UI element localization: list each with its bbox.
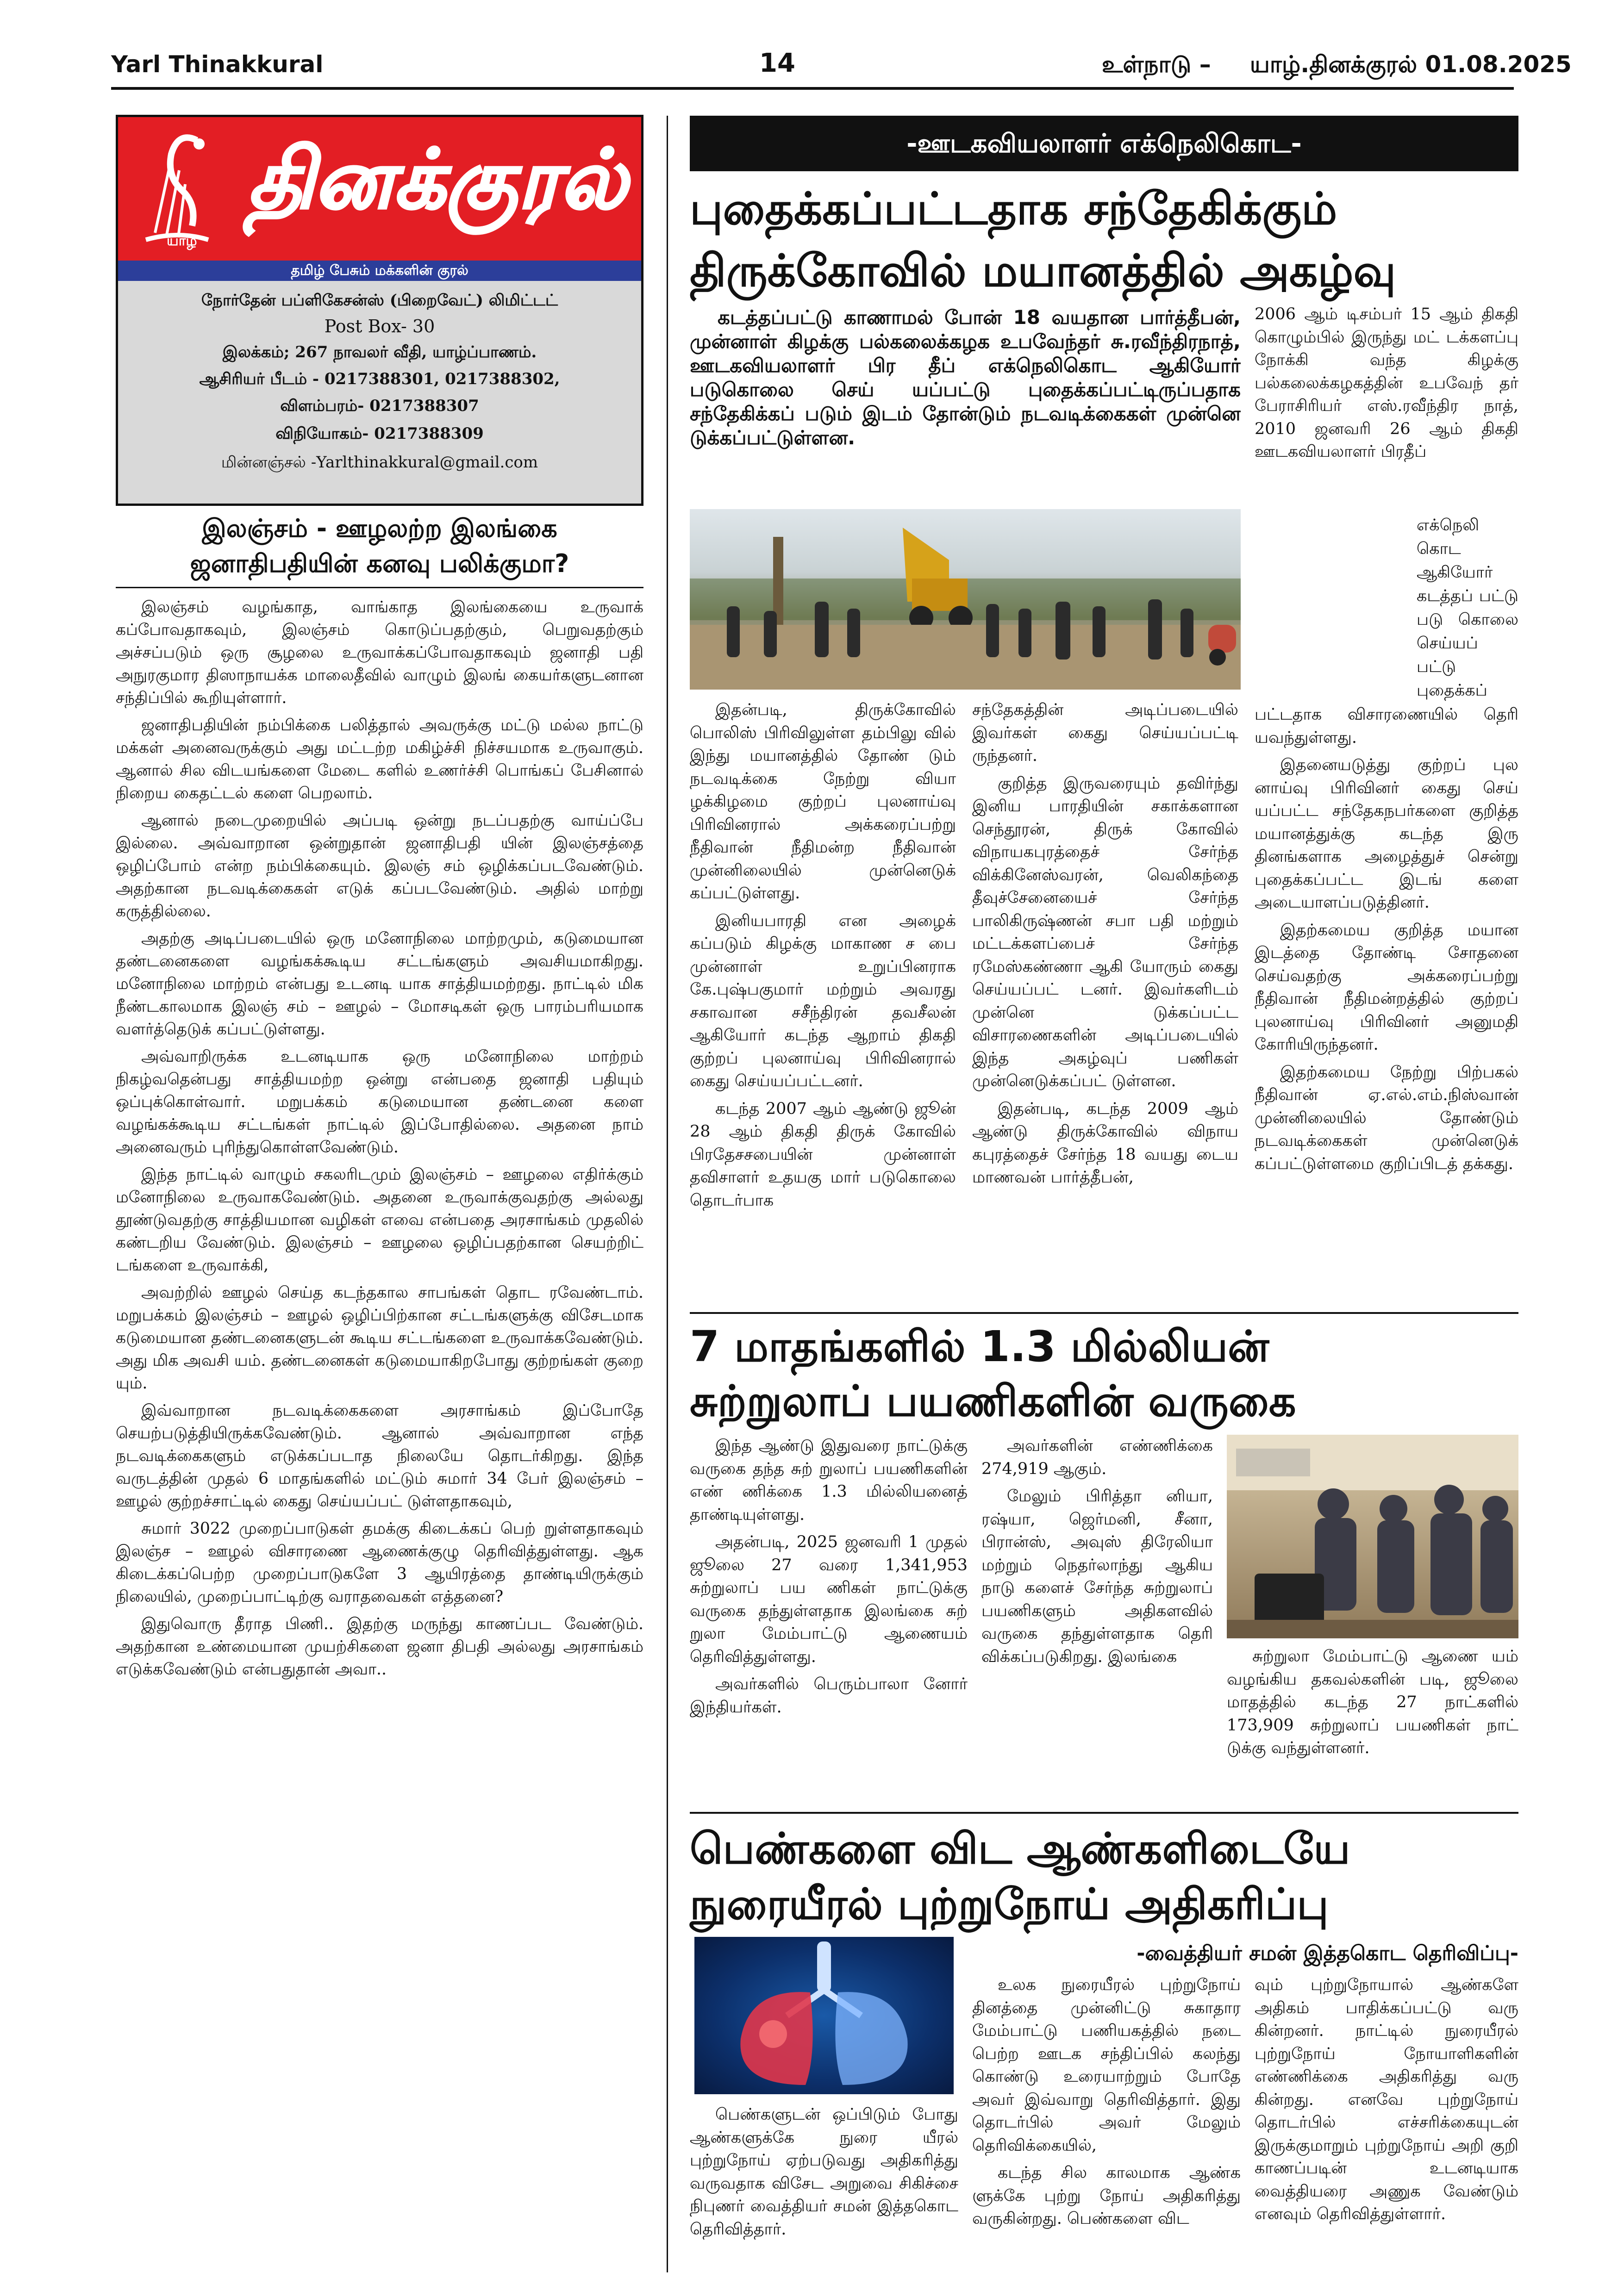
story1-paragraph: குறித்த இருவரையும் தவிர்ந்து இனிய பாரதியின் சகாக்களான செந்தூரன், திருக் கோவில் விநாயகபுரத்தைச் சேர்ந்த விக்கினேஸ்வரன், வெலிகந்தை தீவுச்சேனையைச் சேர்ந்த பாலிகிருஷ்ணன் சபா பதி மற்றும் மட்டக்களப்பைச் சேர்ந்த ரமேஸ்கண்ணா ஆகி யோரும் கைது செய்யப்பட் டனர். இவர்களிடம் முன்னெ டுக்கப்பட்ட விசாரணைகளின் அடிப்படையில் இந்த அகழ்வுப் பணிகள் முன்னெடுக்கப்பட் டுள்ளன. bbox=[972, 774, 1238, 1090]
post-box: Post Box- 30 bbox=[324, 316, 435, 336]
editorial-paragraph: இவ்வாறான நடவடிக்கைகளை அரசாங்கம் இப்போதே செயற்படுத்தியிருக்கவேண்டும். ஆனால் அவ்வாறான எந்த நடவடிக்கைகளும் எடுக்கப்படாத நிலையே தொடர்கிறது. இந்த வருடத்தின் முதல் 6 மாதங்களில் மட்டும் சுமார் 34 பேர் இலஞ்சம் – ஊழல் குற்றச்சாட்டில் கைது செய்யப்பட் டுள்ளதாகவும், bbox=[116, 1401, 643, 1511]
story1-paragraph: இதன்படி, கடந்த 2009 ஆம் ஆண்டு திருக்கோவில் விநாய கபுரத்தைச் சேர்ந்த 18 வயது டைய மாணவன் பார்த்தீபன், bbox=[972, 1099, 1238, 1187]
story2-col3: சுற்றுலா மேம்பாட்டு ஆணை யம் வழங்கிய தகவல்களின் படி, ஜூலை மாதத்தில் கடந்த 27 நாட்களில் 173,909 சுற்றுலாப் பயணிகள் நாட் டுக்கு வந்துள்ளனர். bbox=[1227, 1647, 1518, 1757]
tourists-scene-icon bbox=[1227, 1435, 1518, 1638]
story1-paragraph: பட்டதாக விசாரணையில் தெரி யவந்துள்ளது. bbox=[1255, 705, 1518, 747]
story1-paragraph: இதற்கமைய நேற்று பிற்பகல் நீதிவான் ஏ.எல்.எம்.நிஸ்வான் முன்னிலையில் தோண்டும் நடவடிக்கைகள் முன்னெடுக் கப்பட்டுள்ளமை குறிப்பிடத் தக்கது. bbox=[1255, 1063, 1518, 1173]
logo-sub: யாழ் bbox=[167, 233, 197, 249]
advertising-phone: விளம்பரம்- 0217388307 bbox=[280, 397, 479, 415]
story2-paragraph: மேலும் பிரித்தா னியா, ரஷ்யா, ஜெர்மனி, சீனா, பிரான்ஸ், அவுஸ் திரேலியா மற்றும் நெதர்லாந்து ஆகிய நாடு களைச் சேர்ந்த சுற்றுலாப் பயணிகளும் அதிகளவில் வருகை தந்துள்ளதாக தெரி விக்கப்படுகிறது. இலங்கை bbox=[981, 1487, 1213, 1666]
section-label: உள்நாடு – bbox=[1102, 51, 1211, 78]
story1-lead: கடத்தப்பட்டு காணாமல் போன் 18 வயதான பார்த்தீபன், முன்னாள் கிழக்கு பல்கலைக்கழக உபவேந்தர் சு.ரவீந்திரநாத், ஊடகவியலாளர் பிர தீப் எக்நெலிகொட ஆகியோர் படுகொலை செய் யப்பட்டு புதைக்கப்பட்டிருப்பதாக சந்தேகிக்கப் படும் இடம் தோன்டும் நடவடிக்கைகள் முன்னெ டுக்கப்பட்டுள்ளன. bbox=[690, 306, 1241, 449]
story2-headline-2: சுற்றுலாப் பயணிகளின் வருகை bbox=[690, 1376, 1296, 1426]
paper-name: Yarl Thinakkural bbox=[111, 51, 324, 78]
story1-paragraph: சந்தேகத்தின் அடிப்படையில் இவர்கள் கைது செய்யப்பட்டி ருந்தனர். bbox=[972, 701, 1238, 765]
publisher-name: நோர்தேன் பப்ளிகேசன்ஸ் (பிறைவேட்) லிமிட்டட் bbox=[201, 291, 558, 310]
address: இலக்கம்; 267 நாவலர் வீதி, யாழ்ப்பாணம். bbox=[222, 343, 537, 361]
story1-paragraph: இதனையடுத்து குற்றப் புல னாய்வு பிரிவினர் கைது செய் யப்பட்ட சந்தேகநபர்களை குறித்த மயானத்துக்கு கடந்த இரு தினங்களாக அழைத்துச் சென்று புதைக்கப்பட்ட இடங் களை அடையாளப்படுத்தினர். bbox=[1255, 756, 1518, 912]
masthead bbox=[116, 115, 643, 506]
story2-headline-1: 7 மாதங்களில் 1.3 மில்லியன் bbox=[690, 1322, 1269, 1371]
story3-col2 bbox=[972, 1974, 1241, 2270]
story1-kicker-bar bbox=[690, 116, 1518, 171]
story2-col2 bbox=[981, 1435, 1213, 1800]
story2-paragraph: அவர்களின் எண்ணிக்கை 274,919 ஆகும். bbox=[981, 1437, 1213, 1478]
column-divider bbox=[667, 116, 668, 2272]
story1-headline-1: புதைக்கப்பட்டதாக சந்தேகிக்கும் bbox=[690, 183, 1337, 235]
editorial-paragraph: அவற்றில் ஊழல் செய்த கடந்தகால சாபங்கள் தொட ரவேண்டாம். மறுபக்கம் இலஞ்சம் – ஊழல் ஒழிப்பிற்கான சட்டங்களுக்கு விசேடமாக கடுமையான தண்டனைகளுடன் கூடிய சட்டங்களை உருவாக்கவேண்டும். அது மிக அவசி யம். தண்டனைகள் கடுமையாகிறபோது குற்றங்கள் குறை யும். bbox=[116, 1283, 643, 1393]
excavation-scene-icon bbox=[690, 509, 1241, 690]
email[interactable]: மின்னஞ்சல் -Yarlthinakkural@gmail.com bbox=[221, 453, 538, 472]
story1-paragraph: இதன்படி, திருக்கோவில் பொலிஸ் பிரிவிலுள்ள தம்பிலு வில் இந்து மயானத்தில் தோண் டும் நடவடிக்கை நேற்று வியா ழக்கிழமை குற்றப் புலனாய்வு பிரிவினரால் அக்கரைப்பற்று நீதிவான் நீதிமன்ற நீதிவான் முன்னிலையில் முன்னெடுக் கப்பட்டுள்ளது. bbox=[690, 701, 956, 902]
story2-paragraph: இந்த ஆண்டு இதுவரை நாட்டுக்கு வருகை தந்த சுற் றுலாப் பயணிகளின் எண் ணிக்கை 1.3 மில்லியனைத் தாண்டியுள்ளது. bbox=[690, 1437, 968, 1524]
story3-col1: பெண்களுடன் ஒப்பிடும் போது ஆண்களுக்கே நுரை யீரல் புற்றுநோய் ஏற்படுவது அதிகரித்து வருவதாக விசேட அறுவை சிகிச்சை நிபுணர் வைத்தியர் சமன் இத்தகொட தெரிவித்தார். bbox=[690, 2105, 958, 2239]
editorial-title-2: ஜனாதிபதியின் கனவு பலிக்குமா? bbox=[190, 549, 569, 578]
story1-col3-narrow: எக்நெலி கொட ஆகியோர் கடத்தப் பட்டு படு கொலை செய்யப் பட்டு புதைக்கப் bbox=[1417, 516, 1518, 700]
story2-rule bbox=[690, 1812, 1518, 1814]
editorial-paragraph: சுமார் 3022 முறைப்பாடுகள் தமக்கு கிடைக்கப் பெற் றுள்ளதாகவும் இலஞ்ச – ஊழல் விசாரணை ஆணைக்குழு தெரிவித்துள்ளது. ஆக கிடைக்கப்பெற்ற முறைப்பாடுகளே 3 ஆயிரத்தை தாண்டியிருக்கும் நிலையில், முறைப்பாட்டிற்கு வராதவைகள் எத்தனை? bbox=[116, 1519, 643, 1606]
story3-paragraph: கடந்த சில காலமாக ஆண்க ளுக்கே புற்று நோய் அதிகரித்து வருகின்றது. பெண்களை விட bbox=[972, 2164, 1241, 2228]
story3-headline-1: பெண்களை விட ஆண்களிடையே bbox=[690, 1824, 1350, 1873]
editorial-title-rule bbox=[116, 587, 643, 588]
tagline: தமிழ் பேசும் மக்களின் குரல் bbox=[291, 262, 468, 279]
logo-title: தினக்குரல் bbox=[248, 132, 627, 227]
editorial-paragraph: ஜனாதிபதியின் நம்பிக்கை பலித்தால் அவருக்கு மட்டு மல்ல நாட்டு மக்கள் அனைவருக்கும் அது மட்டற்ற மகிழ்ச்சி நிச்சயமாக உருவாகும். ஆனால் சில விடயங்களை மேடை களில் உணர்ச்சி பொங்கப் பேசினால் நிறைய கைதட்டல் களை பெறலாம். bbox=[116, 716, 643, 803]
editorial-paragraph: அதற்கு அடிப்படையில் ஒரு மனோநிலை மாற்றமும், கடுமையான தண்டனைகளை வழங்கக்கூடிய சட்டங்களும் அவசியமாகிறது. மனோநிலை மாற்றம் என்பது உடனடி யாக சாத்தியமற்றது. நாட்டில் மிக நீண்டகாலமாக இலஞ் சம் – ஊழல் – மோசடிகள் ஒரு பாரம்பரியமாக வளர்த்தெடுக் கப்பட்டுள்ளது. bbox=[116, 929, 643, 1039]
editorial-paragraph: இதுவொரு தீராத பிணி.. இதற்கு மருந்து காணப்பட வேண்டும். அதற்கான உண்மையான முயற்சிகளை ஜனா திபதி அல்லது அரசாங்கம் எடுக்கவேண்டும் என்பதுதான் அவா.. bbox=[116, 1615, 643, 1679]
page-number: 14 bbox=[759, 48, 795, 78]
story1-paragraph: இதற்கமைய குறித்த மயான இடத்தை தோண்டி சோதனை செய்வதற்கு அக்கரைப்பற்று நீதிவான் நீதிமன்றத்தில் குற்றப் புலனாய்வு பிரிவினர் அனுமதி கோரியிருந்தனர். bbox=[1255, 921, 1518, 1054]
editorial-paragraph: அவ்வாறிருக்க உடனடியாக ஒரு மனோநிலை மாற்றம் நிகழ்வதென்பது சாத்தியமற்ற ஒன்று என்பதை ஜனாதி பதியும் ஒப்புக்கொள்வார். மறுபக்கம் கடுமையான தண்டனை களை வழங்கக்கூடிய சட்டங்கள் நாட்டில் இப்போதில்லை. அதனை நாம் அனைவரும் புரிந்துகொள்ளவேண்டும். bbox=[116, 1047, 643, 1157]
story1-rule bbox=[690, 1312, 1518, 1314]
excavation-photo bbox=[690, 509, 1241, 690]
story2-paragraph: அதன்படி, 2025 ஜனவரி 1 முதல் ஜூலை 27 வரை 1,341,953 சுற்றுலாப் பய ணிகள் நாட்டுக்கு வருகை தந்துள்ளதாக இலங்கை சுற் றுலா மேம்பாட்டு ஆணையம் தெரிவித்துள்ளது. bbox=[690, 1533, 968, 1666]
header-rule bbox=[111, 87, 1514, 90]
story1-headline-2: திருக்கோவில் மயானத்தில் அகழ்வு bbox=[690, 245, 1396, 297]
tourists-photo bbox=[1227, 1435, 1518, 1638]
story3-byline: -வைத்தியர் சமன் இத்தகொட தெரிவிப்பு- bbox=[1137, 1941, 1518, 1965]
story3-paragraph: உலக நுரையீரல் புற்றுநோய் தினத்தை முன்னிட்டு சுகாதார மேம்பாட்டு பணியகத்தில் நடை பெற்ற ஊடக சந்திப்பில் கலந்து கொண்டு உரையாற்றும் போதே அவர் இவ்வாறு தெரிவித்தார். இது தொடர்பில் அவர் மேலும் தெரிவிக்கையில், bbox=[972, 1976, 1241, 2155]
story1-col3-bottom bbox=[1255, 703, 1518, 1305]
story1-paragraph: இனியபாரதி என அழைக் கப்படும் கிழக்கு மாகாண ச பை முன்னாள் உறுப்பினராக கே.புஷ்பகுமார் மற்றும் அவரது சகாவான சசீந்திரன் தவசீலன் ஆகியோர் கடந்த ஆறாம் திகதி குற்றப் புலனாய்வு பிரிவினரால் கைது செய்யப்பட்டனர். bbox=[690, 911, 956, 1090]
story2-paragraph: அவர்களில் பெரும்பாலா னோர் இந்தியர்கள். bbox=[690, 1675, 968, 1717]
edition-date: யாழ்.தினக்குரல் 01.08.2025 bbox=[1250, 51, 1572, 78]
story1-col2 bbox=[972, 699, 1238, 1300]
story1-col1 bbox=[690, 699, 956, 1300]
story3-col3: வும் புற்றுநோயால் ஆண்களே அதிகம் பாதிக்கப்பட்டு வரு கின்றனர். நாட்டில் நுரையீரல் புற்றுநோய் நோயாளிகளின் எண்ணிக்கை அதிகரித்து வரு கின்றது. எனவே புற்றுநோய் தொடர்பில் எச்சரிக்கையுடன் இருக்குமாறும் புற்றுநோய் அறி குறி காணப்படின் உடனடியாக வைத்தியரை அணுக வேண்டும் எனவும் தெரிவித்துள்ளார். bbox=[1255, 1976, 1518, 2223]
tagline-bar bbox=[118, 261, 641, 281]
distribution-phone: விநியோகம்- 0217388309 bbox=[275, 424, 484, 443]
story1-kicker: -ஊடகவியலாளர் எக்நெலிகொட- bbox=[906, 129, 1302, 159]
story2-col1 bbox=[690, 1435, 968, 1800]
editorial-title-1: இலஞ்சம் - ஊழலற்ற இலங்கை bbox=[202, 514, 557, 543]
story3-headline-2: நுரையீரல் புற்றுநோய் அதிகரிப்பு bbox=[690, 1879, 1329, 1929]
editorial-body bbox=[116, 596, 643, 2262]
lungs-icon bbox=[694, 1937, 954, 2094]
logo-banner bbox=[118, 117, 641, 261]
story1-paragraph: கடந்த 2007 ஆம் ஆண்டு ஜூன் 28 ஆம் திகதி திருக் கோவில் பிரதேசசபையின் முன்னாள் தவிசாளர் உதயகு மார் படுகொலை தொடர்பாக bbox=[690, 1099, 956, 1210]
editorial-paragraph: இந்த நாட்டில் வாழும் சகலரிடமும் இலஞ்சம் – ஊழலை எதிர்க்கும் மனோநிலை உருவாகவேண்டும். அதனை உருவாக்குவதற்கு அல்லது தூண்டுவதற்கு சாத்தியமான வழிகள் எவை என்பதை அரசாங்கம் முதலில் கண்டறிய வேண்டும். இலஞ்சம் – ஊழலை ஒழிப்பதற்கான செயற்றிட் டங்களை உருவாக்கி, bbox=[116, 1165, 643, 1275]
editorial-paragraph: இலஞ்சம் வழங்காத, வாங்காத இலங்கையை உருவாக் கப்போவதாகவும், இலஞ்சம் கொடுப்பதற்கும், பெறுவதற்கும் அச்சப்படும் ஒரு சூழலை உருவாக்கப்போவதாகவும் ஜனாதி பதி அநுரகுமார திஸாநாயக்க மாலைதீவில் வாழும் இலங் கையர்களுடனான சந்திப்பில் கூறியுள்ளார். bbox=[116, 598, 643, 707]
editorial-phone: ஆசிரியர் பீடம் - 0217388301, 0217388302, bbox=[199, 370, 560, 388]
lungs-image bbox=[694, 1937, 954, 2094]
publisher-details bbox=[118, 281, 641, 504]
editorial-paragraph: ஆனால் நடைமுறையில் அப்படி ஒன்று நடப்பதற்கு வாய்ப்பே இல்லை. அவ்வாறான ஒன்றுதான் ஜனாதிபதி யின் இலஞ்சத்தை ஒழிப்போம் என்ற நம்பிக்கையும். இலஞ் சம் ஒழிக்கப்படவேண்டும். அதற்கான நடவடிக்கைகள் எடுக் கப்படவேண்டும். அதில் மாற்று கருத்தில்லை. bbox=[116, 811, 643, 921]
story1-col3-top: 2006 ஆம் டிசம்பர் 15 ஆம் திகதி கொழும்பில் இருந்து மட் டக்களப்பு நோக்கி வந்த கிழக்கு பல்கலைக்கழகத்தின் உபவேந் தர் பேராசிரியர் எஸ்.ரவீந்திர நாத், 2010 ஜனவரி 26 ஆம் திகதி ஊடகவியலாளர் பிரதீப் bbox=[1255, 305, 1518, 461]
